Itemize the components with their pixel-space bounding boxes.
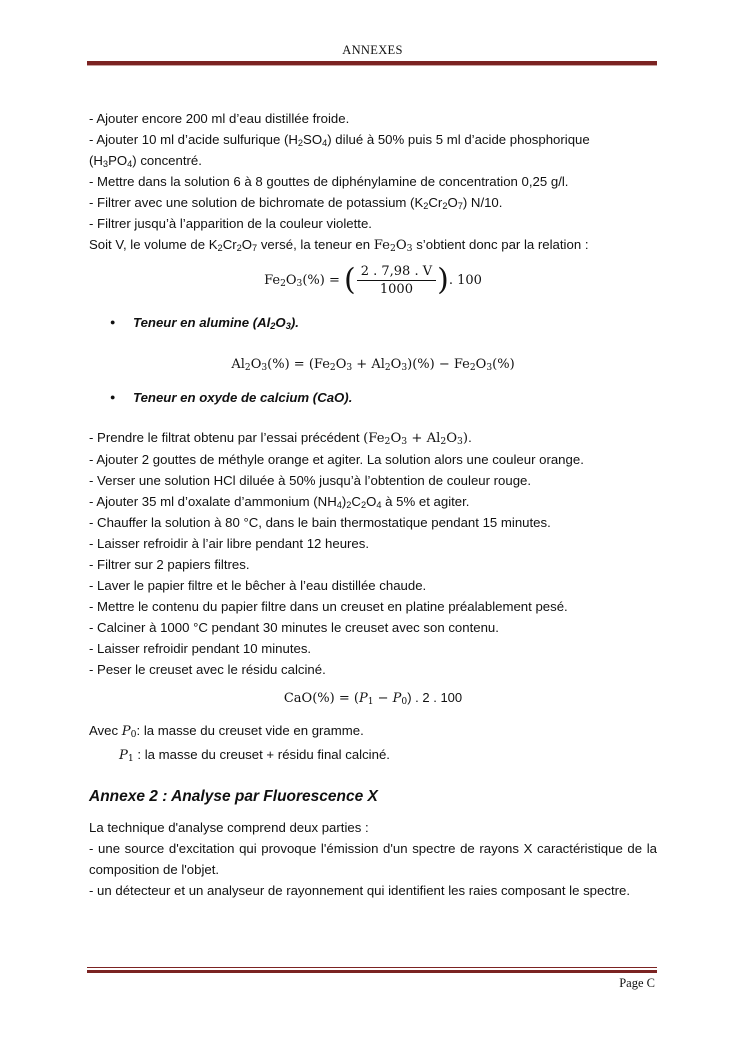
step-line: - Calciner à 1000 °C pendant 30 minutes le creuset avec son contenu. xyxy=(89,620,499,635)
step-line: - Filtrer sur 2 papiers filtres. xyxy=(89,557,250,572)
bullet-cao: ● Teneur en oxyde de calcium (CaO). xyxy=(89,387,657,408)
step-line: - Ajouter 10 ml d’acide sulfurique $(H_2SO_4)$ dilué à 50% puis 5 ml d’acide phosphorique xyxy=(89,132,590,148)
definition-p1: $P_1$ : la masse du creuset + résidu final calciné. xyxy=(119,747,390,764)
step-line: - Laisser refroidir à l’air libre pendant 12 heures. xyxy=(89,536,370,551)
step-line: - Ajouter encore 200 ml d’eau distillée froide. xyxy=(89,111,350,126)
equation-al2o3: $Al_2O_3(\%) = (Fe_2O_3 + Al_2O_3)(\%) - Fe_2O_3(\%)$ xyxy=(231,357,515,373)
step-line: - Verser une solution HCl diluée à 50% jusqu’à l’obtention de couleur rouge. xyxy=(89,473,532,488)
bullet-alumina: ● Teneur en alumine $(Al_2O_3)$. xyxy=(89,312,657,333)
annex-2-item: - un détecteur et un analyseur de rayonnement qui identifient les raies composant le spectre. xyxy=(89,883,631,898)
step-line: - Mettre dans la solution 6 à 8 gouttes de diphénylamine de concentration 0,25 g/l. xyxy=(89,174,569,189)
annex-2-title: Annexe 2 : Analyse par Fluorescence X xyxy=(89,788,378,805)
definition-p0: Avec $P_0$: la masse du creuset vide en gramme. xyxy=(89,723,364,740)
step-line: - Ajouter 35 ml d’oxalate d’ammonium $(NH_4)_2C_2O_4$ à 5% et agiter. xyxy=(89,494,470,510)
step-line: - Ajouter 2 gouttes de méthyle orange et agiter. La solution alors une couleur orange. xyxy=(89,452,584,467)
step-line: - Prendre le filtrat obtenu par l’essai précédent $(Fe_2O_3 + Al_2O_3)$. xyxy=(89,430,472,447)
step-line: - Peser le creuset avec le résidu calciné. xyxy=(89,662,326,677)
header-rule xyxy=(87,61,657,66)
step-line: - Filtrer avec une solution de bichromate de potassium $(K_2Cr_2O_7)$ N/10. xyxy=(89,195,503,211)
footer-rule xyxy=(87,967,657,968)
step-line: - Chauffer la solution à 80 °C, dans le bain thermostatique pendant 15 minutes. xyxy=(89,515,551,530)
step-line: - Mettre le contenu du papier filtre dans un creuset en platine préalablement pesé. xyxy=(89,599,568,614)
step-line: $(H_3PO_4)$ concentré. xyxy=(89,153,202,169)
annex-2-item: - une source d'excitation qui provoque l'émission d'un spectre de rayons X caractéristique de la composition de l'objet. xyxy=(89,841,657,877)
step-line: - Laisser refroidir pendant 10 minutes. xyxy=(89,641,312,656)
relation-intro: Soit V, le volume de $K_2Cr_2O_7$ versé, la teneur en $Fe_2O_3$ s’obtient donc par la relation : xyxy=(89,237,589,254)
page-number: Page C xyxy=(619,976,655,990)
page-header-title: ANNEXES xyxy=(342,43,403,57)
step-line: - Filtrer jusqu’à l’apparition de la couleur violette. xyxy=(89,216,372,231)
annex-2-intro: La technique d'analyse comprend deux parties : xyxy=(89,820,369,835)
footer-rule-thick xyxy=(87,970,657,973)
equation-fe2o3: $Fe_2O_3(\%)$ = ( $\frac{2 . 7,98 . V}{1000}$ ). 100 xyxy=(264,262,482,298)
page-body xyxy=(89,108,657,901)
equation-cao: $CaO(\%) = (P_1 - P_0)$ . 2 . 100 xyxy=(283,690,463,707)
step-line: - Laver le papier filtre et le bêcher à l’eau distillée chaude. xyxy=(89,578,427,593)
